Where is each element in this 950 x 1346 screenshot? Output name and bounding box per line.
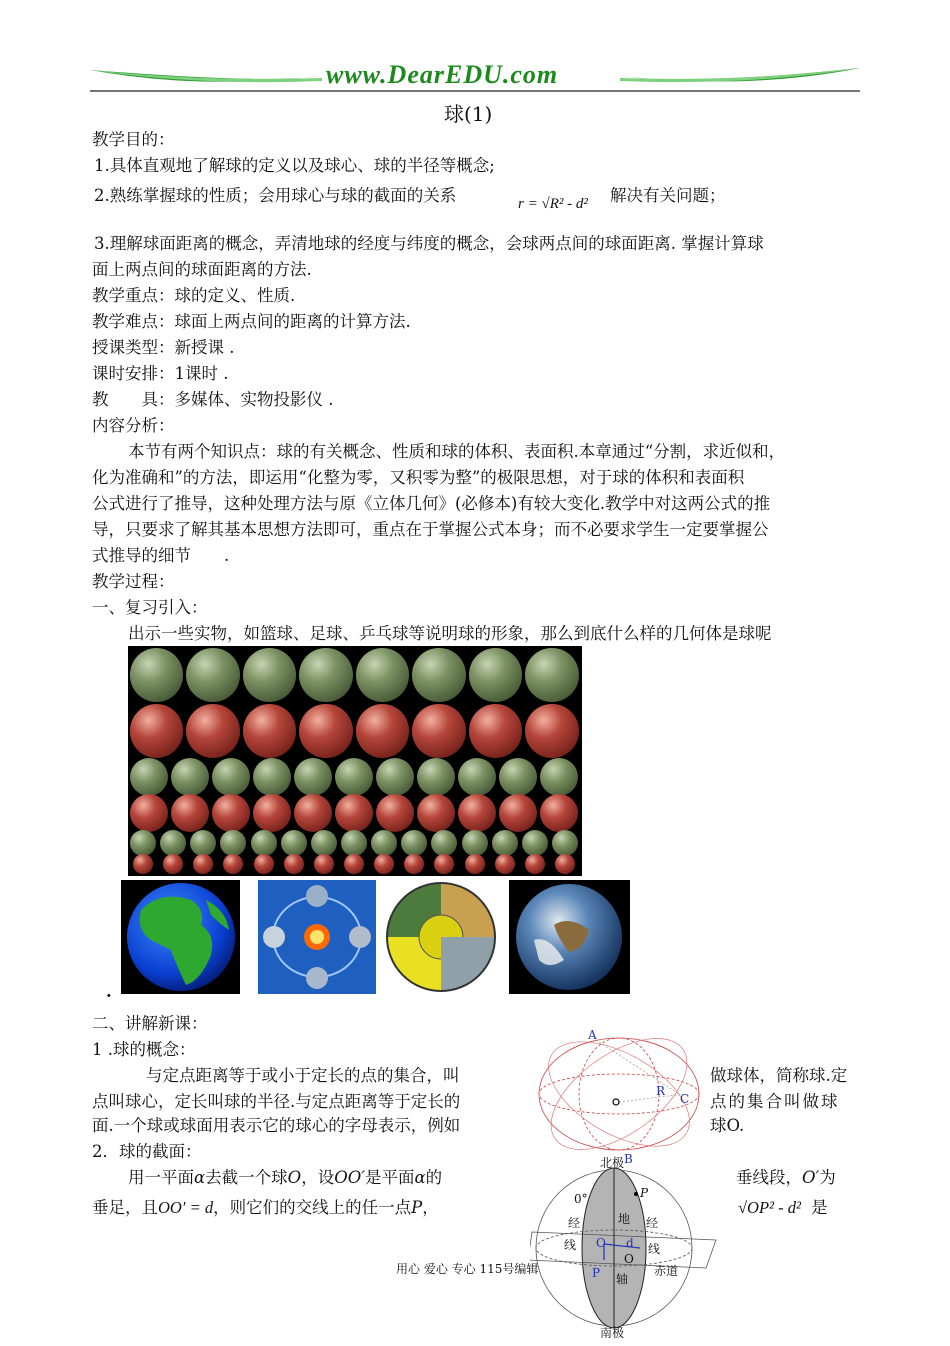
ball bbox=[401, 830, 427, 856]
ball bbox=[253, 758, 291, 796]
ball bbox=[186, 704, 240, 758]
objective-2b: 解决有关问题； bbox=[610, 186, 726, 205]
section-line1-b: 去截一个球 bbox=[205, 1168, 288, 1187]
section-line1-right-a: 垂线段， bbox=[736, 1168, 802, 1187]
earth-photo-image bbox=[509, 880, 630, 994]
ball bbox=[314, 854, 334, 874]
analysis-line-4: 导，只要求了解其基本思想方法即可，重点在于掌握公式本身；而不必要求学生一定要掌握公 bbox=[92, 520, 769, 539]
ball bbox=[434, 854, 454, 874]
ball bbox=[223, 854, 243, 874]
ball bbox=[499, 758, 537, 796]
label-C: C bbox=[680, 1092, 690, 1106]
section-line2-a: 垂足，且 bbox=[92, 1198, 158, 1217]
ball bbox=[130, 648, 184, 702]
analysis-line-2: 化为准确和”的方法，即运用“化整为零，又积零为整”的极限思想，对于球的体积和表面积 bbox=[92, 468, 745, 487]
section-line1-a: 用一平面 bbox=[128, 1168, 194, 1187]
analysis-heading: 内容分析： bbox=[92, 416, 175, 435]
key-points: 教学重点：球的定义、性质. bbox=[92, 286, 296, 305]
ball bbox=[374, 854, 394, 874]
ball bbox=[171, 758, 209, 796]
ball bbox=[294, 794, 332, 832]
ball bbox=[371, 830, 397, 856]
ball bbox=[294, 758, 332, 796]
label-A: A bbox=[588, 1028, 597, 1042]
ball bbox=[130, 830, 156, 856]
label-B: B bbox=[624, 1152, 633, 1166]
objective-1: 1.具体直观地了解球的定义以及球心、球的半径等概念; bbox=[94, 156, 495, 175]
earth-layers-image bbox=[385, 880, 497, 994]
concept-line1-left: 与定点距离等于或小于定长的点的集合，叫 bbox=[146, 1066, 460, 1085]
south-pole-label: 南极 bbox=[600, 1326, 625, 1340]
objective-2a: 2.熟练掌握球的性质；会用球心与球的截面的关系 bbox=[94, 186, 457, 205]
teaching-tools: 教 具：多媒体、实物投影仪 . bbox=[92, 390, 334, 409]
ball bbox=[311, 830, 337, 856]
concept-line2-right: 点的集合叫做球 bbox=[710, 1092, 840, 1111]
concept-line2-left: 点叫球心，定长叫球的半径.与定点距离等于定长的 bbox=[92, 1092, 461, 1111]
alpha-symbol: α bbox=[194, 1168, 206, 1187]
earth-meridian-diagram bbox=[530, 1152, 720, 1342]
ball bbox=[412, 704, 466, 758]
ball bbox=[555, 854, 575, 874]
section-line1-e: 的 bbox=[425, 1168, 443, 1187]
site-name: www.DearEDU.com bbox=[326, 60, 559, 89]
lesson-hours: 课时安排：1课时 . bbox=[92, 364, 229, 383]
concept-line1-right: 做球体，简称球.定 bbox=[710, 1066, 848, 1085]
ball bbox=[299, 648, 353, 702]
radius-formula: √OP² - d² bbox=[738, 1198, 801, 1217]
ball bbox=[186, 648, 240, 702]
ball bbox=[495, 854, 515, 874]
section-line1-d: 是平面 bbox=[365, 1168, 415, 1187]
ball bbox=[281, 830, 307, 856]
section-line2-right-b: 是 bbox=[810, 1198, 828, 1217]
ball bbox=[499, 794, 537, 832]
lesson-type: 授课类型：新授课 . bbox=[92, 338, 235, 357]
page-footer: 用心 爱心 专心 115号编辑 bbox=[396, 1262, 539, 1276]
ball bbox=[540, 758, 578, 796]
analysis-line-5: 式推导的细节 . bbox=[92, 546, 230, 565]
label-zero-degree: 0° bbox=[574, 1192, 588, 1206]
ball bbox=[130, 704, 184, 758]
alpha-symbol-2: α bbox=[414, 1168, 426, 1187]
ball bbox=[404, 854, 424, 874]
header-banner bbox=[90, 60, 860, 94]
ball bbox=[469, 648, 523, 702]
ball bbox=[525, 648, 579, 702]
ball bbox=[552, 830, 578, 856]
ball bbox=[243, 704, 297, 758]
ball bbox=[356, 648, 410, 702]
ball bbox=[462, 830, 488, 856]
process-heading: 教学过程： bbox=[92, 572, 175, 591]
ball bbox=[335, 758, 373, 796]
section-line2 bbox=[92, 1196, 439, 1220]
ball bbox=[469, 704, 523, 758]
ball bbox=[376, 758, 414, 796]
ball bbox=[254, 854, 274, 874]
ball bbox=[525, 704, 579, 758]
label-xian-right: 线 bbox=[648, 1242, 661, 1256]
section-heading: 2．球的截面： bbox=[92, 1142, 202, 1161]
label-jing-left: 经 bbox=[568, 1216, 581, 1230]
section-line1-right bbox=[736, 1166, 836, 1190]
ball bbox=[465, 854, 485, 874]
ball bbox=[356, 704, 410, 758]
seasons-orbit-image bbox=[258, 880, 376, 994]
north-pole-label: 北极 bbox=[600, 1156, 625, 1170]
ball bbox=[243, 648, 297, 702]
earth-globe-image bbox=[121, 880, 240, 994]
section-line2-c: ， bbox=[422, 1198, 439, 1217]
section-line2-b: ，则它们的交线上的任一点 bbox=[213, 1198, 412, 1217]
section-line1 bbox=[128, 1166, 442, 1190]
ball bbox=[284, 854, 304, 874]
ball bbox=[251, 830, 277, 856]
point-P: P bbox=[411, 1198, 423, 1217]
objectives-heading: 教学目的： bbox=[92, 130, 175, 149]
objective-3-line1: 3.理解球面距离的概念，弄清地球的经度与纬度的概念，会球两点间的球面距离. 掌握计算球 bbox=[94, 234, 764, 253]
ball bbox=[171, 794, 209, 832]
section-line1-c: ，设 bbox=[301, 1168, 335, 1187]
ball bbox=[431, 830, 457, 856]
ball bbox=[163, 854, 183, 874]
balls-image bbox=[128, 646, 582, 876]
sphere-O: O bbox=[287, 1168, 302, 1187]
label-O-bottom: O bbox=[624, 1252, 634, 1266]
ball bbox=[212, 794, 250, 832]
ball bbox=[133, 854, 153, 874]
ball bbox=[335, 794, 373, 832]
label-P-top: P bbox=[640, 1186, 649, 1200]
ball bbox=[341, 830, 367, 856]
ball bbox=[376, 794, 414, 832]
new-lesson-heading: 二、讲解新课： bbox=[92, 1014, 208, 1033]
label-di: 地 bbox=[618, 1212, 631, 1226]
sphere-wireframe-diagram bbox=[534, 1022, 704, 1157]
objective-2-formula: r = √R² - d² bbox=[518, 196, 588, 212]
section-line2-right bbox=[738, 1196, 827, 1220]
ball bbox=[417, 794, 455, 832]
review-text: 出示一些实物，如篮球、足球、乒乓球等说明球的形象，那么到底什么样的几何体是球呢 bbox=[128, 624, 772, 643]
difficulty: 教学难点：球面上两点间的距离的计算方法. bbox=[92, 312, 411, 331]
concept-line3-right: 球O. bbox=[710, 1116, 745, 1135]
page-title: 球(1) bbox=[444, 102, 493, 126]
ball bbox=[344, 854, 364, 874]
label-R: R bbox=[656, 1084, 666, 1098]
ball bbox=[212, 758, 250, 796]
objective-3-line2: 面上两点间的球面距离的方法. bbox=[92, 260, 312, 279]
label-jing-right: 经 bbox=[646, 1216, 659, 1230]
analysis-line-1: 本节有两个知识点：球的有关概念、性质和球的体积、表面积.本章通过“分割，求近似和， bbox=[128, 442, 786, 461]
ball bbox=[190, 830, 216, 856]
analysis-line-3: 公式进行了推导，这种处理方法与原《立体几何》(必修本)有较大变化.教学中对这两公式的推 bbox=[92, 494, 771, 513]
ball bbox=[193, 854, 213, 874]
ball bbox=[417, 758, 455, 796]
review-heading: 一、复习引入： bbox=[92, 598, 208, 617]
concept-line3-left: 面.一个球或球面用表示它的球心的字母表示，例如 bbox=[92, 1116, 461, 1135]
ball bbox=[458, 758, 496, 796]
concept-heading: 1 .球的概念： bbox=[92, 1040, 196, 1059]
ball bbox=[522, 830, 548, 856]
ball bbox=[458, 794, 496, 832]
label-zhou: 轴 bbox=[616, 1272, 629, 1286]
oo-equals-d: OO′ = d bbox=[158, 1198, 214, 1217]
ball bbox=[299, 704, 353, 758]
ball bbox=[253, 794, 291, 832]
image-row-dot: . bbox=[106, 982, 112, 1001]
ball bbox=[492, 830, 518, 856]
label-xian-left: 线 bbox=[564, 1238, 577, 1252]
ball bbox=[130, 758, 168, 796]
segment-OO: OO′ bbox=[334, 1168, 365, 1187]
label-chidao: 赤道 bbox=[654, 1264, 679, 1278]
ball bbox=[220, 830, 246, 856]
ball bbox=[160, 830, 186, 856]
ball bbox=[130, 794, 168, 832]
ball bbox=[412, 648, 466, 702]
label-O-blue: O bbox=[596, 1236, 606, 1250]
label-P-bottom: P bbox=[592, 1266, 601, 1280]
foot-O-prime: O′ bbox=[802, 1168, 820, 1187]
ball bbox=[540, 794, 578, 832]
section-line1-right-b: 为 bbox=[819, 1168, 836, 1187]
label-d: d bbox=[626, 1236, 634, 1250]
ball bbox=[525, 854, 545, 874]
